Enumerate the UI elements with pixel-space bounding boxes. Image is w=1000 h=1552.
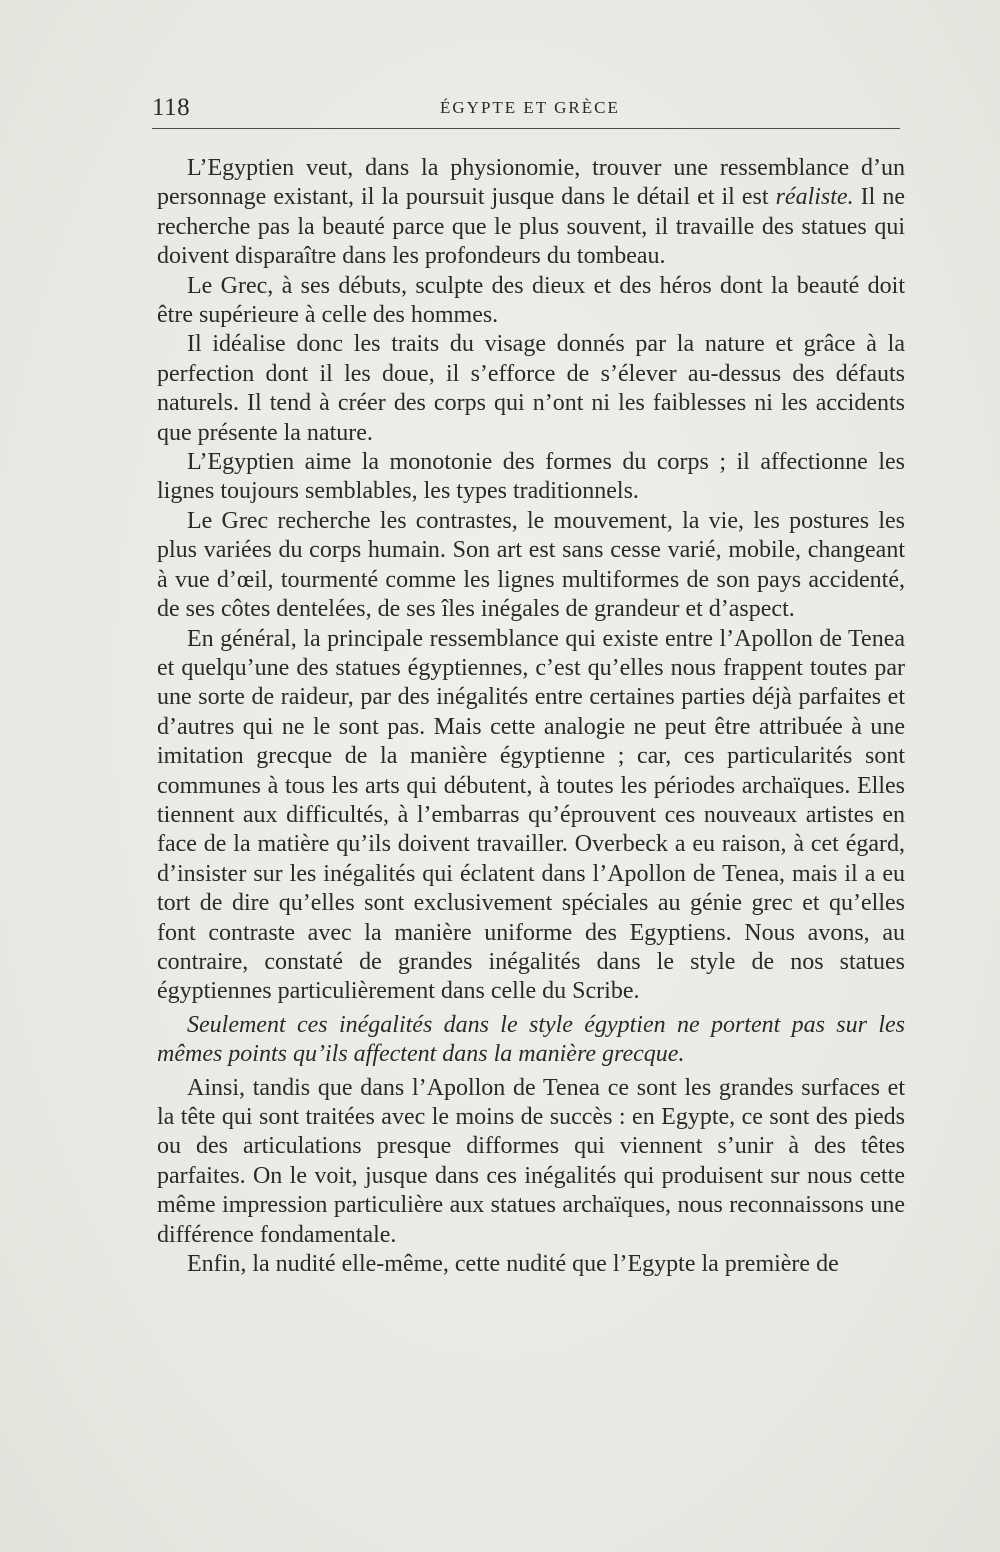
paragraph-4: L’Egyptien aime la monotonie des formes du corps ; il affectionne les lignes toujours semblables, les types traditionnels. bbox=[157, 449, 905, 505]
paragraph-6: En général, la principale ressemblance qui existe entre l’Apollon de Tenea et quelqu’une des statues égyptiennes, c’est qu’elles nous frappent toutes par une sorte de raideur, par des inégalités entre certaines parties déjà parfaites et d’autres qui ne le sont pas. Mais cette analogie ne peut être attribuée à une imitation grecque de la manière égyptienne ; car, ces particularités sont communes à tous les arts qui débutent, à toutes les périodes archaïques. Elles tiennent aux difficultés, à l’embarras qu’éprouvent ces nouveaux artistes en face de la matière qu’ils doivent travailler. Overbeck a eu raison, à cet égard, d’insister sur les inégalités qui éclatent dans l’Apollon de Tenea, mais il a eu tort de dire qu’elles sont exclusivement spéciales au génie grec et qu’elles font contraste avec la manière uniforme des Egyptiens. Nous avons, au contraire, constaté de grandes inégalités dans le style de nos statues égyptiennes particulièrement dans celle du Scribe. bbox=[157, 625, 905, 1005]
page-number: 118 bbox=[152, 94, 191, 121]
paragraph-3: Il idéalise donc les traits du visage donnés par la nature et grâce à la perfection dont il les doue, il s’efforce de s’élever au-dessus des défauts naturels. Il tend à créer des corps qui n’ont ni les faiblesses ni les accidents que présente la nature. bbox=[157, 331, 905, 446]
running-title: ÉGYPTE ET GRÈCE bbox=[440, 98, 620, 117]
paragraph-2: Le Grec, à ses débuts, sculpte des dieux et des héros dont la beauté doit être supérieure à celle des hommes. bbox=[157, 272, 905, 329]
paragraph-1-text-b: Il ne recherche pas la beauté parce que le plus souvent, il travaille des statues qui doivent disparaître dans les profondeurs du tombeau. bbox=[157, 184, 906, 270]
paragraph-1 bbox=[157, 154, 905, 272]
paragraph-8: Ainsi, tandis que dans l’Apollon de Tenea ce sont les grandes surfaces et la tête qui sont traitées avec le moins de succès : en Egypte, ce sont des pieds ou des articulations presque difformes qui viennent s’unir à des têtes parfaites. On le voit, jusque dans ces inégalités qui produisent sur nous cette même impression particulière aux statues archaïques, nous reconnaissons une différence fondamentale. bbox=[157, 1074, 905, 1248]
paragraph-1-italic-word: réaliste. bbox=[775, 184, 854, 211]
paragraph-9: Enfin, la nudité elle-même, cette nudité que l’Egypte la première de bbox=[187, 1251, 839, 1278]
paragraph-5: Le Grec recherche les contrastes, le mouvement, la vie, les postures les plus variées du corps humain. Son art est sans cesse varié, mobile, changeant à vue d’œil, tourmenté comme les lignes multiformes de son pays accidenté, de ses côtes dentelées, de ses îles inégales de grandeur et d’aspect. bbox=[157, 507, 905, 623]
paragraph-7-italic: Seulement ces inégalités dans le style égyptien ne portent pas sur les mêmes points qu’ils affectent dans la manière grecque. bbox=[157, 1011, 905, 1068]
body-text bbox=[157, 154, 905, 1279]
header-rule bbox=[152, 128, 900, 129]
paragraph-1-text-a: L’Egyptien veut, dans la physionomie, trouver une ressemblance d’un personnage existant, il la poursuit jusque dans le détail et il est bbox=[157, 155, 905, 211]
